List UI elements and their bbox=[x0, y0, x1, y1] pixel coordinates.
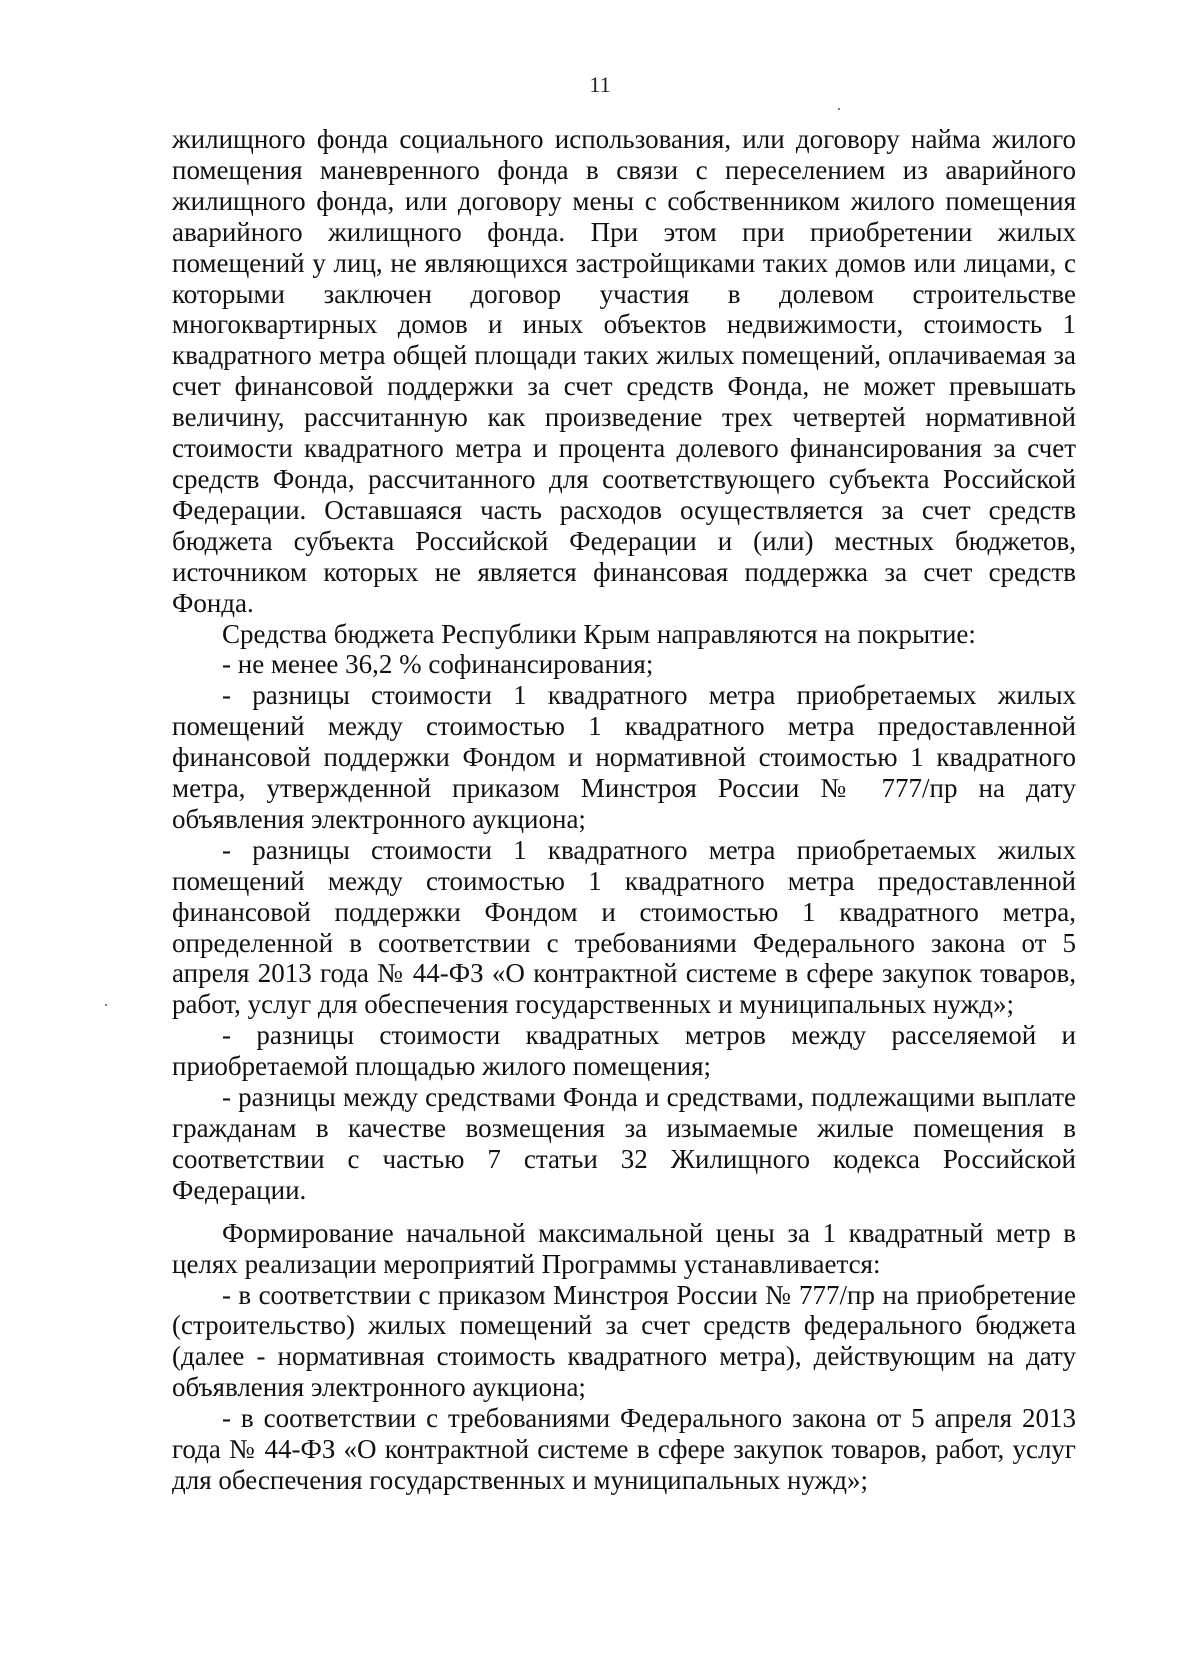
list-item-order-777: - в соответствии с приказом Минстроя России № 777/пр на приобретение (строительство) жилых помещений за счет средств федерального бюджета (далее - нормативная стоимость квадратного метра), действующим на дату объявления электронного аукциона; bbox=[172, 1279, 1076, 1403]
scan-speck bbox=[105, 1004, 107, 1006]
document-body bbox=[172, 124, 1076, 1496]
list-item-cofinancing: - не менее 36,2 % софинансирования; bbox=[222, 649, 654, 680]
paragraph-budget-coverage: Средства бюджета Республики Крым направляются на покрытие: bbox=[222, 618, 976, 649]
page-number: 11 bbox=[589, 72, 611, 97]
paragraph-continuation: жилищного фонда социального использования, или договору найма жилого помещения маневренного фонда в связи с переселением из аварийного жилищного фонда, или договору мены с собственником жилого помещения аварийного жилищного фонда. При этом при приобретении жилых помещений у лиц, не являющихся застройщиками таких домов или лицами, с которыми заключен договор участия в долевом строительстве многоквартирных домов и иных объектов недвижимости, стоимость 1 квадратного метра общей площади таких жилых помещений, оплачиваемая за счет финансовой поддержки за счет средств Фонда, не может превышать величину, рассчитанную как произведение трех четвертей нормативной стоимости квадратного метра и процента долевого финансирования за счет средств Фонда, рассчитанного для соответствующего субъекта Российской Федерации. Оставшаяся часть расходов осуществляется за счет средств бюджета субъекта Российской Федерации и (или) местных бюджетов, источником которых не является финансовая поддержка за счет средств Фонда. bbox=[172, 124, 1076, 618]
list-item-auction-cost-difference: - разницы стоимости 1 квадратного метра приобретаемых жилых помещений между стоимостью 1 квадратного метра предоставленной финансовой поддержки Фондом и стоимостью 1 квадратного метра, определенной в соответствии с требованиями Федерального закона от 5 апреля 2013 года № 44-ФЗ «О контрактной системе в сфере закупок товаров, работ, услуг для обеспечения государственных и муниципальных нужд»; bbox=[172, 834, 1076, 1020]
list-item-normative-cost-difference: - разницы стоимости 1 квадратного метра приобретаемых жилых помещений между стоимостью 1 квадратного метра предоставленной финансовой поддержки Фондом и нормативной стоимостью 1 квадратного метра, утвержденной приказом Минстроя России № 777/пр на дату объявления электронного аукциона; bbox=[172, 680, 1076, 834]
list-item-law-44fz: - в соответствии с требованиями Федерального закона от 5 апреля 2013 года № 44-ФЗ «О контрактной системе в сфере закупок товаров, работ, услуг для обеспечения государственных и муниципальных нужд»; bbox=[172, 1403, 1076, 1495]
list-item-compensation-difference: - разницы между средствами Фонда и средствами, подлежащими выплате гражданам в качестве возмещения за изымаемые жилые помещения в соответствии с частью 7 статьи 32 Жилищного кодекса Российской Федерации. bbox=[172, 1082, 1076, 1205]
paragraph-initial-price: Формирование начальной максимальной цены за 1 квадратный метр в целях реализации мероприятий Программы устанавливается: bbox=[172, 1217, 1076, 1279]
scan-speck bbox=[838, 108, 840, 110]
list-item-area-difference: - разницы стоимости квадратных метров между расселяемой и приобретаемой площадью жилого помещения; bbox=[172, 1020, 1076, 1082]
